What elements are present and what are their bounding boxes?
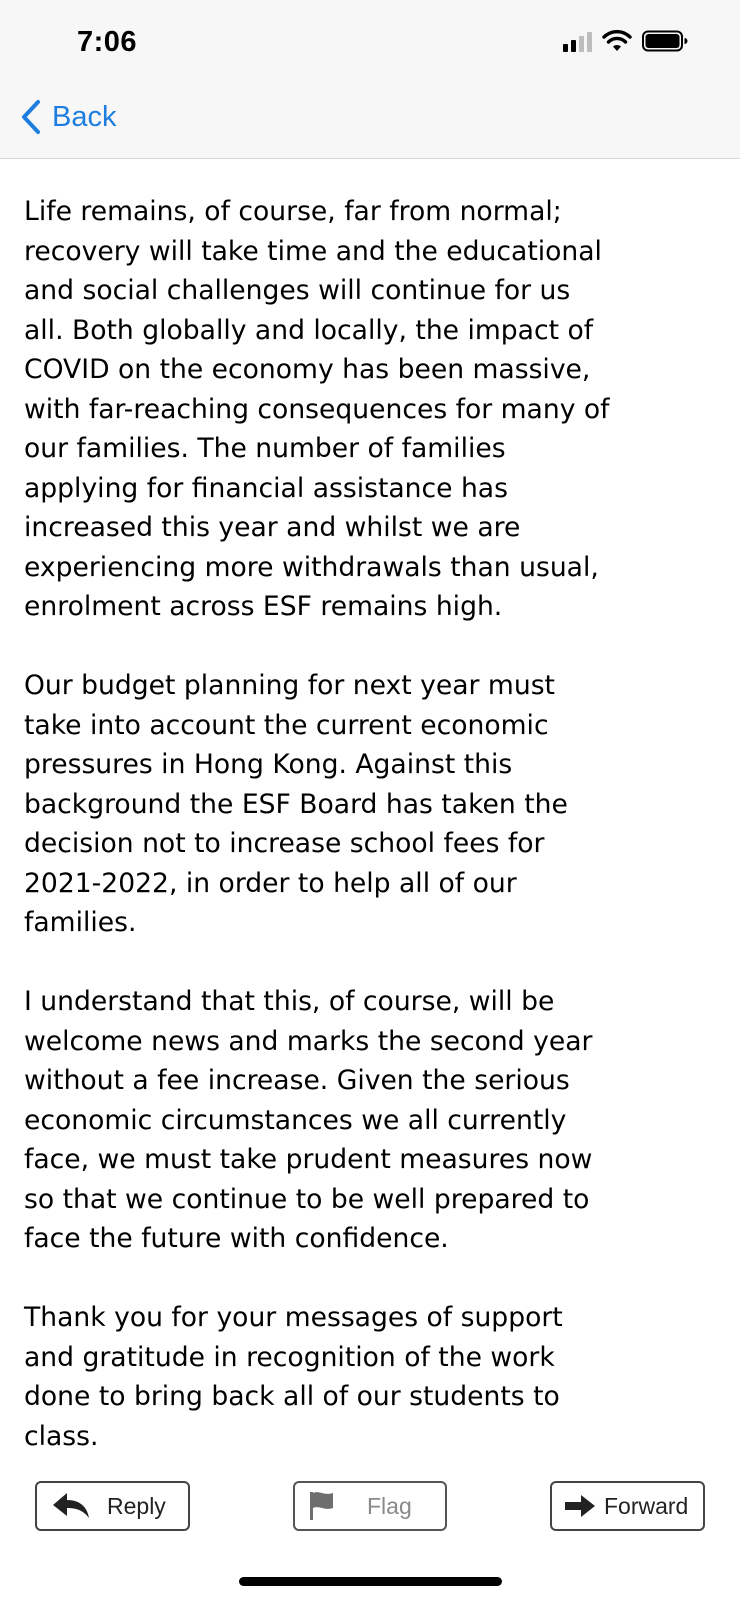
signal-bars-icon	[563, 30, 592, 52]
text-line: class.	[24, 1420, 99, 1452]
text-line: with far-reaching consequences for many of	[24, 393, 610, 425]
text-line: families.	[24, 907, 137, 938]
flag-icon	[307, 1490, 337, 1522]
reply-button[interactable]	[35, 1481, 190, 1531]
forward-button[interactable]	[550, 1481, 705, 1531]
flag-button[interactable]	[293, 1481, 447, 1531]
battery-icon	[642, 30, 688, 52]
text-line: Thank you for your messages of support	[24, 1302, 563, 1333]
text-line: so that we continue to be well prepared to	[24, 1183, 590, 1215]
message-paragraph	[24, 982, 724, 1259]
text-line: I understand that this, of course, will be	[24, 986, 555, 1017]
forward-label: Forward	[604, 1492, 689, 1519]
reply-arrow-icon	[51, 1491, 91, 1521]
wifi-icon	[602, 30, 632, 52]
text-line: welcome news and marks the second year	[24, 1025, 593, 1057]
back-label: Back	[52, 100, 117, 133]
status-time: 7:06	[77, 26, 138, 58]
status-bar	[0, 0, 740, 85]
text-line: without a fee increase. Given the serious	[24, 1065, 570, 1096]
text-line: face the future with confidence.	[24, 1223, 449, 1254]
message-paragraph	[24, 1298, 724, 1456]
text-line: Life remains, of course, far from normal;	[24, 196, 562, 227]
text-line: COVID on the economy has been massive,	[24, 354, 591, 385]
text-line: 2021-2022, in order to help all of our	[24, 867, 517, 899]
forward-arrow-icon	[564, 1494, 596, 1518]
text-line: applying for financial assistance has	[24, 472, 508, 504]
text-line: take into account the current economic	[24, 709, 549, 741]
text-line: pressures in Hong Kong. Against this	[24, 749, 513, 780]
text-line: decision not to increase school fees for	[24, 828, 545, 859]
chevron-left-icon	[20, 99, 42, 135]
text-line: and social challenges will continue for us	[24, 275, 571, 306]
text-line: enrolment across ESF remains high.	[24, 591, 503, 622]
text-line: recovery will take time and the educational	[24, 235, 602, 267]
home-indicator[interactable]	[239, 1577, 502, 1586]
nav-bar	[0, 85, 740, 159]
back-button[interactable]	[20, 99, 116, 135]
flag-label: Flag	[367, 1492, 412, 1519]
text-line: face, we must take prudent measures now	[24, 1144, 593, 1175]
text-line: economic circumstances we all currently	[24, 1104, 567, 1136]
text-line: experiencing more withdrawals than usual,	[24, 551, 599, 583]
text-line: Our budget planning for next year must	[24, 670, 555, 701]
message-actions	[0, 1481, 740, 1533]
status-icons	[563, 30, 688, 52]
text-line: done to bring back all of our students to	[24, 1381, 560, 1412]
text-line: our families. The number of families	[24, 433, 506, 464]
message-body	[24, 192, 724, 1496]
text-line: background the ESF Board has taken the	[24, 788, 568, 820]
message-paragraph	[24, 666, 724, 943]
text-line: increased this year and whilst we are	[24, 512, 521, 543]
text-line: all. Both globally and locally, the impact of	[24, 314, 594, 346]
message-paragraph	[24, 192, 724, 627]
reply-label: Reply	[107, 1492, 166, 1519]
text-line: and gratitude in recognition of the work	[24, 1341, 555, 1373]
